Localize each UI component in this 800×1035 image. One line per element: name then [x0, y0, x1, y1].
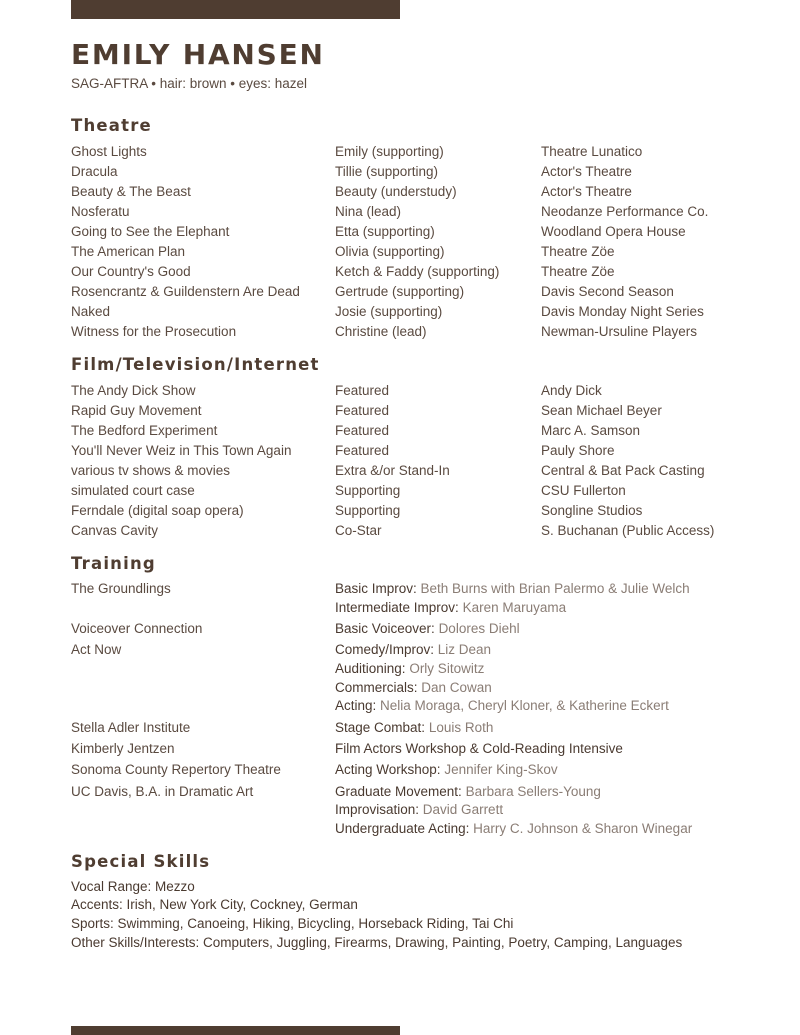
- credit-row: [71, 461, 761, 481]
- training-row: [71, 719, 761, 738]
- credit-row: [71, 501, 761, 521]
- teacher-name: Dolores Diehl: [438, 621, 520, 636]
- credit-title: The American Plan: [71, 244, 186, 259]
- theatre-list: [71, 142, 761, 342]
- skill-line: Sports: Swimming, Canoeing, Hiking, Bicycling, Horseback Riding, Tai Chi: [71, 916, 514, 932]
- credit-title: The Bedford Experiment: [71, 423, 218, 438]
- credit-role: Josie (supporting): [335, 304, 443, 319]
- credit-company: Theatre Lunatico: [541, 144, 643, 159]
- credit-company: Woodland Opera House: [541, 224, 686, 239]
- training-item: [335, 641, 761, 660]
- teacher-name: Karen Maruyama: [462, 599, 567, 615]
- skill-line: Other Skills/Interests: Computers, Juggling, Firearms, Drawing, Painting, Poetry, Camping, Languages: [71, 934, 683, 950]
- teacher-name: Nelia Moraga, Cheryl Kloner, & Katherine Eckert: [380, 698, 669, 714]
- teacher-name: David Garrett: [422, 802, 504, 818]
- credit-company: Sean Michael Beyer: [541, 403, 662, 418]
- skills-list: [71, 878, 761, 953]
- credit-title: Going to See the Elephant: [71, 224, 230, 239]
- teacher-name: Dan Cowan: [421, 679, 492, 695]
- training-item: [335, 580, 761, 599]
- training-school: Sonoma County Repertory Theatre: [71, 762, 281, 778]
- credit-role: Supporting: [335, 483, 401, 498]
- credit-title: Beauty & The Beast: [71, 184, 191, 199]
- credit-role: Ketch & Faddy (supporting): [335, 264, 500, 279]
- credit-row: [71, 521, 761, 541]
- credit-role: Beauty (understudy): [335, 184, 457, 199]
- section-title-film: Film/Television/Internet: [71, 355, 320, 374]
- teacher-name: Orly Sitowitz: [409, 661, 485, 676]
- credit-title: Rapid Guy Movement: [71, 403, 202, 418]
- section-title-theatre: Theatre: [71, 116, 152, 135]
- skill-line: Accents: Irish, New York City, Cockney, German: [71, 897, 358, 913]
- training-item: [335, 801, 761, 820]
- teacher-name: Barbara Sellers-Young: [465, 783, 601, 799]
- training-school: Voiceover Connection: [71, 621, 203, 636]
- class-label: Stage Combat:: [335, 719, 429, 735]
- actor-stats: SAG-AFTRA • hair: brown • eyes: hazel: [71, 76, 308, 91]
- actor-name: EMILY HANSEN: [71, 38, 325, 71]
- credit-row: [71, 182, 761, 202]
- credit-row: [71, 481, 761, 501]
- credit-row: [71, 322, 761, 342]
- training-item: [335, 820, 761, 839]
- credit-row: [71, 142, 761, 162]
- credit-title: You'll Never Weiz in This Town Again: [71, 443, 292, 458]
- teacher-name: Harry C. Johnson & Sharon Winegar: [473, 821, 693, 836]
- credit-company: Neodanze Performance Co.: [541, 204, 709, 219]
- credit-company: Theatre Zöe: [541, 264, 615, 279]
- class-label: Acting:: [335, 698, 381, 714]
- teacher-name: Liz Dean: [437, 642, 492, 658]
- credit-title: Dracula: [71, 164, 118, 179]
- credit-row: [71, 262, 761, 282]
- training-row: [71, 620, 761, 639]
- credit-row: [71, 202, 761, 222]
- training-details: [335, 641, 761, 716]
- training-school: UC Davis, B.A. in Dramatic Art: [71, 783, 254, 799]
- credit-company: Theatre Zöe: [541, 244, 615, 259]
- class-label: Undergraduate Acting:: [335, 821, 474, 836]
- class-label: Auditioning:: [335, 661, 410, 676]
- credit-role: Gertrude (supporting): [335, 284, 465, 299]
- credit-title: Canvas Cavity: [71, 523, 159, 538]
- credit-company: Andy Dick: [541, 383, 602, 398]
- training-details: [335, 761, 761, 780]
- training-details: [335, 783, 761, 839]
- credit-title: Nosferatu: [71, 204, 130, 219]
- training-details: [335, 580, 761, 617]
- credit-row: [71, 282, 761, 302]
- credit-row: [71, 302, 761, 322]
- training-row: [71, 761, 761, 780]
- credit-role: Etta (supporting): [335, 224, 435, 239]
- training-item: [335, 660, 761, 679]
- training-row: [71, 580, 761, 617]
- credit-role: Featured: [335, 423, 390, 438]
- teacher-name: Jennifer King-Skov: [444, 762, 558, 778]
- training-details: [335, 719, 761, 738]
- training-details: [335, 740, 761, 759]
- class-label: Improvisation:: [335, 802, 423, 818]
- class-label: Basic Voiceover:: [335, 621, 439, 636]
- credit-company: Newman-Ursuline Players: [541, 324, 698, 339]
- credit-company: Songline Studios: [541, 503, 643, 518]
- class-label: Intermediate Improv:: [335, 599, 463, 615]
- training-item: [335, 599, 761, 618]
- credit-role: Co-Star: [335, 523, 382, 538]
- credit-row: [71, 242, 761, 262]
- credit-role: Featured: [335, 383, 390, 398]
- training-item: [335, 620, 761, 639]
- credit-company: Actor's Theatre: [541, 184, 632, 199]
- credit-role: Extra &/or Stand-In: [335, 463, 450, 478]
- training-item: [335, 679, 761, 698]
- film-list: [71, 381, 761, 541]
- credit-title: The Andy Dick Show: [71, 383, 196, 398]
- section-title-skills: Special Skills: [71, 851, 211, 871]
- credit-title: Ghost Lights: [71, 144, 147, 159]
- credit-role: Christine (lead): [335, 324, 427, 339]
- credit-company: CSU Fullerton: [541, 483, 626, 498]
- training-row: [71, 740, 761, 759]
- class-label: Graduate Movement:: [335, 783, 466, 799]
- credit-title: various tv shows & movies: [71, 463, 231, 478]
- credit-title: Rosencrantz & Guildenstern Are Dead: [71, 284, 300, 299]
- training-item: [335, 740, 761, 759]
- credit-title: Our Country's Good: [71, 264, 191, 279]
- footer-bar: [71, 1026, 400, 1035]
- credit-row: [71, 421, 761, 441]
- class-label: Acting Workshop:: [335, 762, 445, 778]
- training-list: [71, 580, 761, 839]
- credit-role: Supporting: [335, 503, 401, 518]
- credit-company: Davis Second Season: [541, 284, 674, 299]
- training-item: [335, 761, 761, 780]
- training-item: [335, 697, 761, 716]
- class-label: Comedy/Improv:: [335, 642, 438, 658]
- credit-row: [71, 401, 761, 421]
- credit-title: Naked: [71, 304, 111, 319]
- training-details: [335, 620, 761, 639]
- class-label: Basic Improv:: [335, 581, 421, 596]
- credit-row: [71, 162, 761, 182]
- credit-company: Davis Monday Night Series: [541, 304, 704, 319]
- credit-role: Featured: [335, 443, 390, 458]
- class-label: Film Actors Workshop & Cold-Reading Intensive: [335, 741, 623, 756]
- section-title-training: Training: [71, 554, 156, 573]
- class-label: Commercials:: [335, 679, 422, 695]
- credit-company: Pauly Shore: [541, 443, 615, 458]
- teacher-name: Beth Burns with Brian Palermo & Julie Welch: [420, 581, 690, 596]
- training-school: Kimberly Jentzen: [71, 741, 175, 756]
- credit-row: [71, 381, 761, 401]
- teacher-name: Louis Roth: [428, 719, 494, 735]
- credit-title: Ferndale (digital soap opera): [71, 503, 244, 518]
- training-row: [71, 641, 761, 716]
- credit-role: Tillie (supporting): [335, 164, 439, 179]
- training-school: Act Now: [71, 642, 122, 658]
- training-row: [71, 783, 761, 839]
- skill-line: Vocal Range: Mezzo: [71, 878, 195, 894]
- header-bar: [71, 0, 400, 19]
- credit-row: [71, 222, 761, 242]
- training-item: [335, 783, 761, 802]
- credit-company: Actor's Theatre: [541, 164, 632, 179]
- credit-role: Emily (supporting): [335, 144, 444, 159]
- training-school: Stella Adler Institute: [71, 719, 191, 735]
- training-school: The Groundlings: [71, 581, 171, 596]
- credit-role: Featured: [335, 403, 390, 418]
- credit-title: simulated court case: [71, 483, 195, 498]
- training-item: [335, 719, 761, 738]
- credit-company: S. Buchanan (Public Access): [541, 523, 715, 538]
- credit-company: Marc A. Samson: [541, 423, 641, 438]
- credit-title: Witness for the Prosecution: [71, 324, 237, 339]
- credit-row: [71, 441, 761, 461]
- credit-role: Nina (lead): [335, 204, 402, 219]
- resume: [71, 38, 761, 953]
- credit-role: Olivia (supporting): [335, 244, 445, 259]
- credit-company: Central & Bat Pack Casting: [541, 463, 705, 478]
